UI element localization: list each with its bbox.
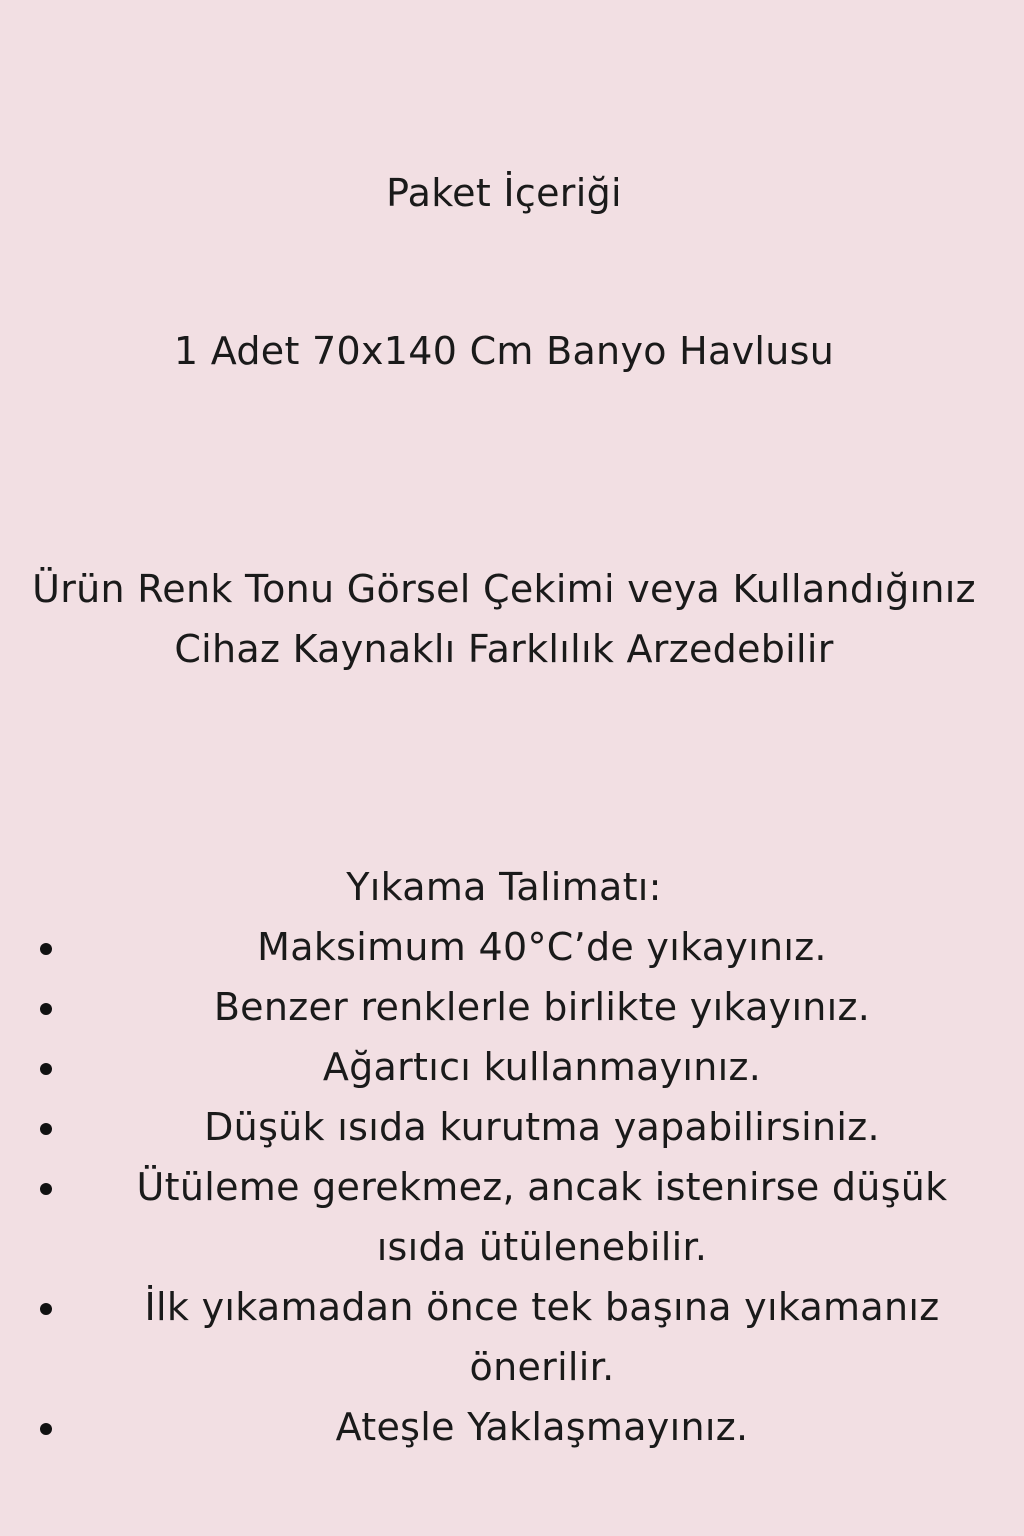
disclaimer-line-1: Ürün Renk Tonu Görsel Çekimi veya Kullandığınız	[32, 567, 976, 611]
list-item	[0, 977, 1024, 1037]
washing-title: Yıkama Talimatı:	[346, 865, 662, 909]
disclaimer-line-2: Cihaz Kaynaklı Farklılık Arzedebilir	[174, 627, 834, 671]
list-item-text: Benzer renklerle birlikte yıkayınız.	[213, 985, 871, 1029]
list-item	[0, 917, 1024, 977]
bullet-icon	[40, 943, 52, 955]
list-item	[0, 1157, 1024, 1277]
bullet-icon	[40, 1303, 52, 1315]
washing-instructions-list	[0, 917, 1024, 1457]
list-item-text: Maksimum 40°C’de yıkayınız.	[257, 925, 827, 969]
list-item	[0, 1037, 1024, 1097]
list-item-text: Ağartıcı kullanmayınız.	[322, 1045, 762, 1089]
bullet-icon	[40, 1183, 52, 1195]
bullet-icon	[40, 1063, 52, 1075]
bullet-icon	[40, 1123, 52, 1135]
package-item: 1 Adet 70x140 Cm Banyo Havlusu	[173, 329, 835, 373]
list-item-text: Düşük ısıda kurutma yapabilirsiniz.	[204, 1105, 880, 1149]
list-item-text: Ateşle Yaklaşmayınız.	[335, 1405, 749, 1449]
list-item	[0, 1097, 1024, 1157]
list-item	[0, 1397, 1024, 1457]
list-item-text: Ütüleme gerekmez, ancak istenirse düşük ısıda ütülenebilir.	[136, 1165, 948, 1269]
list-item-text: İlk yıkamadan önce tek başına yıkamanız önerilir.	[144, 1285, 940, 1389]
bullet-icon	[40, 1423, 52, 1435]
package-title: Paket İçeriği	[386, 171, 622, 215]
bullet-icon	[40, 1003, 52, 1015]
list-item	[0, 1277, 1024, 1397]
